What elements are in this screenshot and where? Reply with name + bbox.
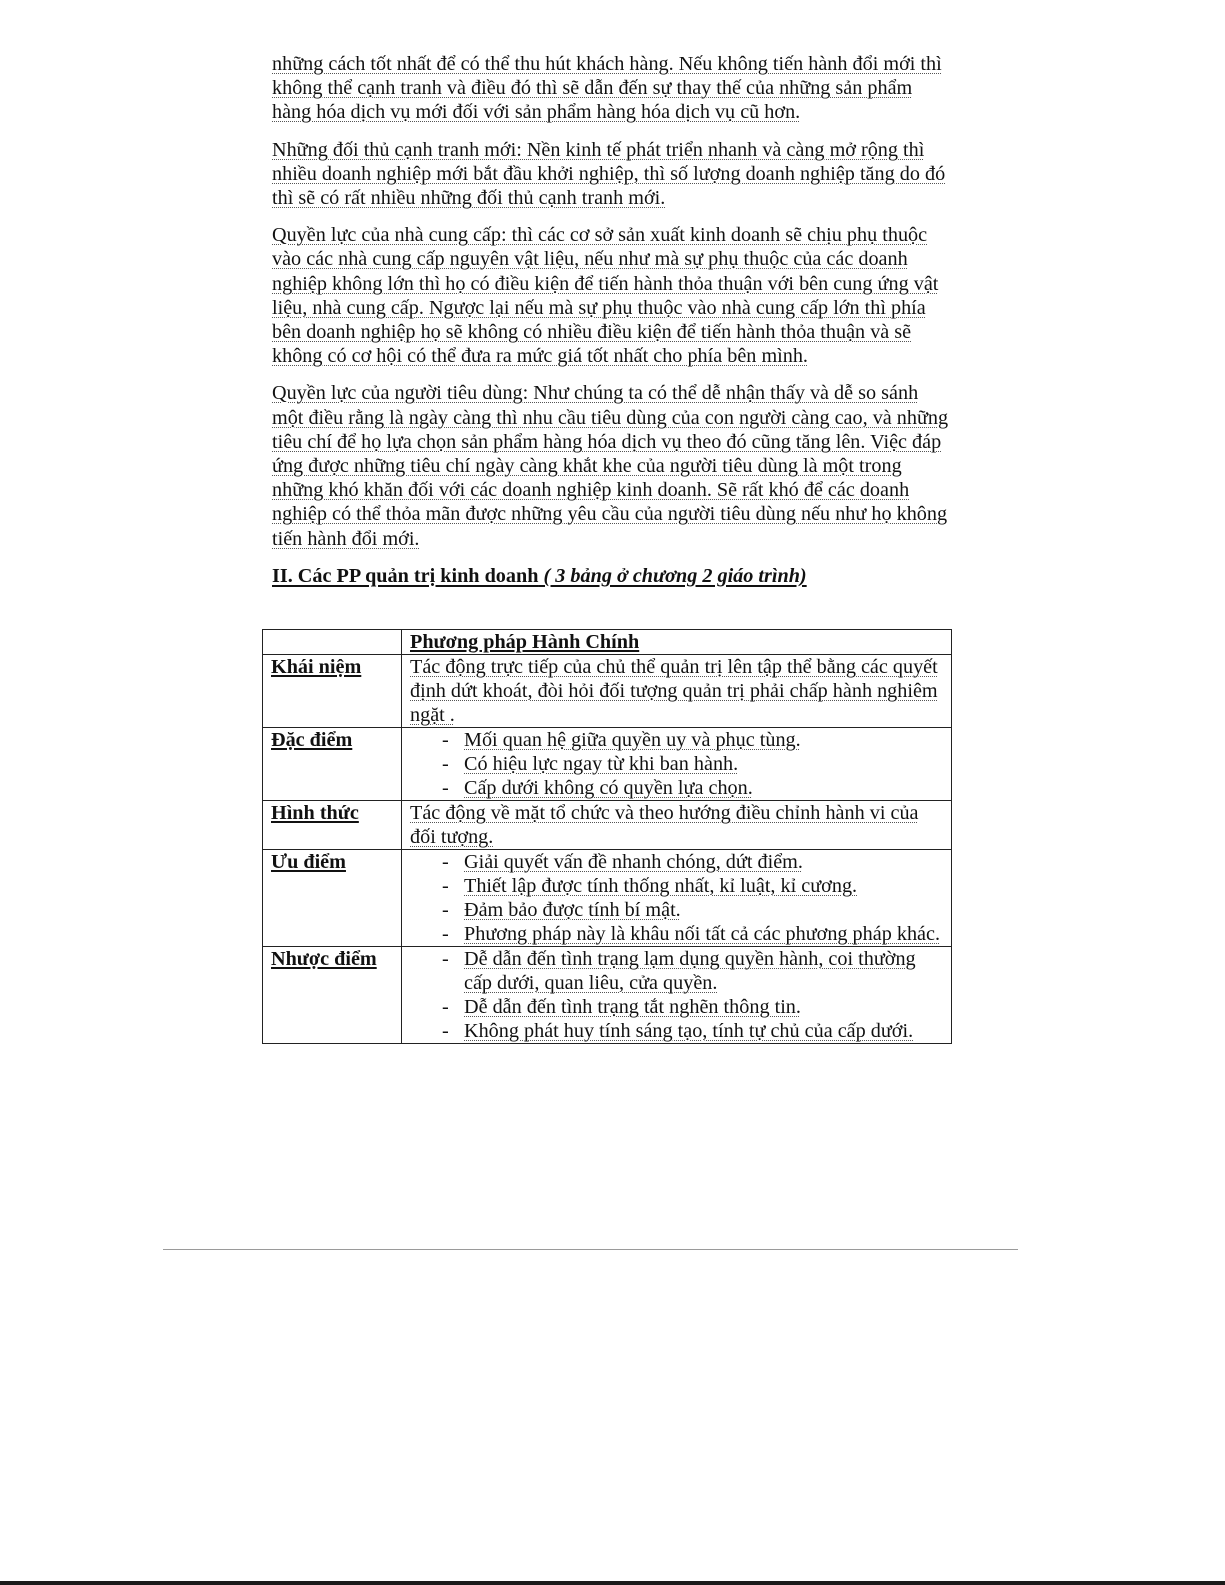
table-row — [263, 850, 952, 947]
list-item-text: Dễ dẫn đến tình trạng tắt nghẽn thông tin. — [464, 996, 801, 1018]
dash-bullet: - — [442, 875, 449, 897]
page-footer-divider — [163, 1249, 1018, 1250]
section-heading — [272, 564, 952, 588]
list-item — [442, 776, 947, 800]
row-text: Tác động trực tiếp của chủ thể quản trị lên tập thể bằng các quyết định dứt khoát, đòi hỏi đối tượng quản trị phải chấp hành nghiêm ngặt . — [410, 656, 938, 726]
table-row — [263, 728, 952, 801]
list-item — [442, 752, 947, 776]
list-item — [442, 850, 947, 874]
list-item — [442, 728, 947, 752]
row-content-cell — [402, 947, 952, 1044]
list-item — [442, 874, 947, 898]
list-item — [442, 995, 947, 1019]
row-content-cell — [402, 801, 952, 850]
list-item-text: Phương pháp này là khâu nối tất cả các phương pháp khác. — [464, 923, 941, 945]
page-bottom-edge — [0, 1581, 1225, 1585]
bullet-list — [410, 947, 947, 1043]
dash-bullet: - — [442, 923, 449, 945]
table-row — [263, 947, 952, 1044]
list-item-text: Mối quan hệ giữa quyền uy và phục tùng. — [464, 729, 801, 751]
list-item-text: Giải quyết vấn đề nhanh chóng, dứt điểm. — [464, 851, 803, 873]
bullet-list — [410, 850, 947, 946]
table-row — [263, 655, 952, 728]
row-label: Nhược điểm — [271, 948, 377, 970]
dash-bullet: - — [442, 1020, 449, 1042]
list-item-text: Đảm bảo được tính bí mật. — [464, 899, 681, 921]
dash-bullet: - — [442, 777, 449, 799]
row-label: Hình thức — [271, 802, 359, 824]
list-item-text: Có hiệu lực ngay từ khi ban hành. — [464, 753, 739, 775]
row-text: Tác động về mặt tổ chức và theo hướng điều chỉnh hành vi của đối tượng. — [410, 802, 919, 848]
paragraph-supplier-power: Quyền lực của nhà cung cấp: thì các cơ sở sản xuất kinh doanh sẽ chịu phụ thuộc vào các nhà cung cấp nguyên vật liệu, nếu như mà sự phụ thuộc của các doanh nghiệp không lớn thì họ có điều kiện để tiến hành thỏa thuận với bên cung ứng vật liệu, nhà cung cấp. Ngược lại nếu mà sự phụ thuộc vào nhà cung cấp lớn thì phía bên doanh nghiệp họ sẽ không có nhiều điều kiện để tiến hành thỏa thuận và sẽ không có cơ hội có thể đưa ra mức giá tốt nhất cho phía bên mình. — [272, 224, 939, 368]
row-label-cell — [263, 655, 402, 728]
list-item-text: Thiết lập được tính thống nhất, kỉ luật, kỉ cương. — [464, 875, 858, 897]
section-title: II. Các PP quản trị kinh doanh — [272, 564, 539, 587]
table-header-title: Phương pháp Hành Chính — [402, 630, 952, 655]
row-label: Ưu điểm — [271, 851, 346, 873]
row-label-cell — [263, 801, 402, 850]
dash-bullet: - — [442, 851, 449, 873]
administrative-method-table — [262, 629, 952, 1044]
list-item-text: Cấp dưới không có quyền lựa chọn. — [464, 777, 753, 799]
table-header-row — [263, 630, 952, 655]
row-label-cell — [263, 850, 402, 947]
list-item-text: Dễ dẫn đến tình trạng lạm dụng quyền hành, coi thường cấp dưới, quan liêu, cửa quyền. — [464, 948, 916, 994]
row-label: Đặc điểm — [271, 729, 353, 751]
table-header-empty-cell — [263, 630, 402, 655]
list-item — [442, 1019, 947, 1043]
paragraph-new-competitors: Những đối thủ cạnh tranh mới: Nền kinh tế phát triển nhanh và càng mở rộng thì nhiều doanh nghiệp mới bắt đầu khởi nghiệp, thì số lượng doanh nghiệp tăng do đó thì sẽ có rất nhiều những đối thủ cạnh tranh mới. — [272, 138, 946, 210]
bullet-list — [410, 728, 947, 800]
dash-bullet: - — [442, 948, 449, 970]
row-content-cell — [402, 850, 952, 947]
paragraph-consumer-power: Quyền lực của người tiêu dùng: Như chúng ta có thể dễ nhận thấy và dễ so sánh một điều rằng là ngày càng thì nhu cầu tiêu dùng của con người càng cao, và những tiêu chí để họ lựa chọn sản phẩm hàng hóa dịch vụ theo đó cũng tăng lên. Việc đáp ứng được những tiêu chí ngày càng khắt khe của người tiêu dùng là một trong những khó khăn đối với các doanh nghiệp kinh doanh. Sẽ rất khó để các doanh nghiệp có thể thỏa mãn được những yêu cầu của người tiêu dùng nếu như họ không tiến hành đổi mới. — [272, 382, 949, 550]
row-content-cell — [402, 655, 952, 728]
row-content-cell — [402, 728, 952, 801]
document-body — [272, 52, 952, 602]
row-label-cell — [263, 947, 402, 1044]
row-label: Khái niệm — [271, 656, 362, 678]
list-item — [442, 947, 947, 995]
table-row — [263, 801, 952, 850]
section-note: ( 3 bảng ở chương 2 giáo trình) — [543, 564, 807, 587]
row-label-cell — [263, 728, 402, 801]
list-item — [442, 898, 947, 922]
dash-bullet: - — [442, 899, 449, 921]
paragraph-innovation: những cách tốt nhất để có thể thu hút khách hàng. Nếu không tiến hành đổi mới thì không thể cạnh tranh và điều đó thì sẽ dẫn đến sự thay thế của những sản phẩm hàng hóa dịch vụ mới đối với sản phẩm hàng hóa dịch vụ cũ hơn. — [272, 53, 942, 124]
dash-bullet: - — [442, 729, 449, 751]
list-item-text: Không phát huy tính sáng tạo, tính tự chủ của cấp dưới. — [464, 1020, 914, 1042]
dash-bullet: - — [442, 996, 449, 1018]
list-item — [442, 922, 947, 946]
dash-bullet: - — [442, 753, 449, 775]
